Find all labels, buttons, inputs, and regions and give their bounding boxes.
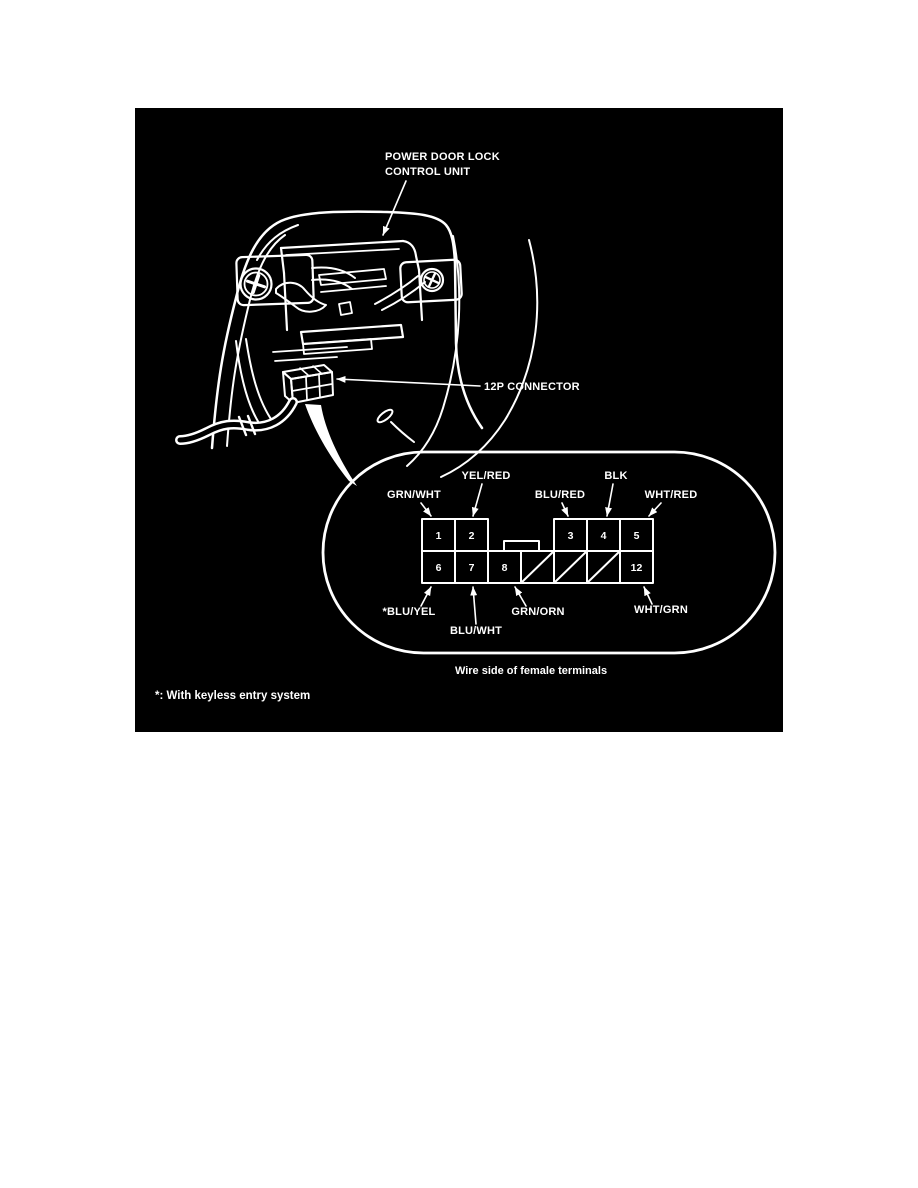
- blocked-cell-slash-2: [554, 551, 587, 583]
- pin-number-1: 1: [435, 530, 442, 542]
- wire-label-pin2: YEL/RED: [461, 470, 511, 482]
- keying-tab: [504, 541, 539, 551]
- pin-number-7: 7: [468, 562, 475, 574]
- wiring-diagram-svg: [135, 108, 783, 732]
- pin-number-5: 5: [633, 530, 640, 542]
- connector-label-leader-arrow: [337, 379, 480, 386]
- unit-label-line1: POWER DOOR LOCK: [385, 151, 500, 163]
- wire-label-pin4: BLK: [604, 470, 628, 482]
- pin-number-8: 8: [501, 562, 508, 574]
- pinout-caption: Wire side of female terminals: [454, 665, 608, 677]
- pin-number-6: 6: [435, 562, 442, 574]
- right-bracket: [400, 259, 462, 302]
- connector-label: [337, 379, 580, 393]
- harness-band: [305, 404, 357, 486]
- wire-label-pin7: BLU/WHT: [449, 625, 503, 637]
- wire-label-pin3: BLU/RED: [534, 489, 586, 501]
- wire-label-pin8: GRN/ORN: [511, 606, 565, 618]
- wire-label-pin12: WHT/GRN: [634, 604, 688, 616]
- unit-label-line2: CONTROL UNIT: [385, 166, 471, 178]
- control-unit-drawing: [236, 241, 462, 361]
- connector-label-text: 12P CONNECTOR: [484, 381, 580, 393]
- pin-number-12: 12: [630, 562, 643, 574]
- pin-number-3: 3: [567, 530, 574, 542]
- door-panel-drawing: [212, 212, 537, 477]
- pin-number-4: 4: [600, 530, 607, 542]
- keyless-entry-footnote: *: With keyless entry system: [155, 690, 311, 702]
- phillips-screw-left-icon: [241, 269, 272, 300]
- stadium-outline: [323, 452, 775, 653]
- wire-label-pin6: *BLU/YEL: [382, 606, 436, 618]
- connector-12p-drawing: [283, 365, 333, 403]
- unit-label-leader-arrow: [383, 181, 406, 235]
- wire-label-pin1: GRN/WHT: [387, 489, 441, 501]
- diagram-panel: [135, 108, 783, 732]
- pin-grid: [422, 519, 653, 583]
- wire-label-pin5: WHT/RED: [644, 489, 698, 501]
- blocked-cell-slash-3: [587, 551, 620, 583]
- pin-number-2: 2: [468, 530, 475, 542]
- blocked-cell-slash-1: [521, 551, 554, 583]
- connector-pinout: [323, 452, 775, 677]
- teardrop-hole: [376, 408, 414, 442]
- phillips-screw-right-icon: [421, 269, 443, 291]
- wire-labels: [383, 470, 698, 637]
